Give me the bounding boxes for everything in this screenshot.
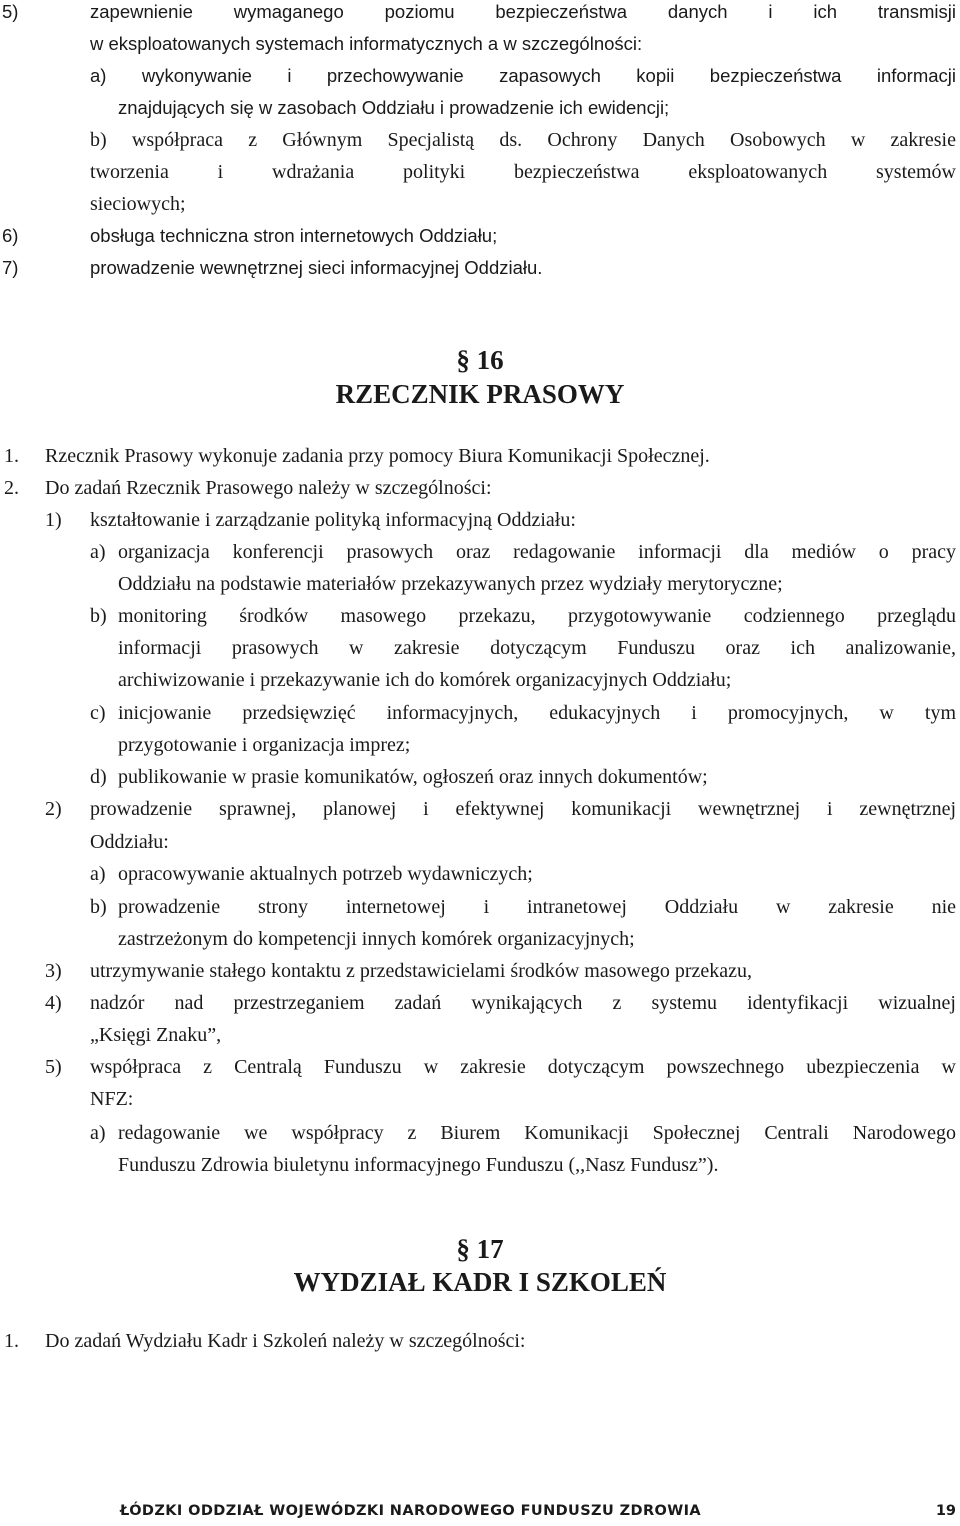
doc-line: [0, 536, 960, 568]
line-text: Rzecznik Prasowy wykonuje zadania przy pomocy Biura Komunikacji Społecznej.: [45, 445, 710, 467]
list-number: b): [90, 605, 107, 627]
line-text: sieciowych;: [90, 193, 186, 215]
section-title: RZECZNIK PRASOWY: [335, 379, 625, 409]
doc-line: [0, 1019, 960, 1051]
doc-line: [0, 955, 960, 987]
doc-line: [0, 1149, 960, 1181]
list-number: d): [90, 766, 107, 788]
doc-line: [0, 156, 960, 188]
section-symbol: §: [456, 345, 470, 375]
line-text: prowadzenie sprawnej, planowej i efektywnej komunikacji wewnętrznej i zewnętrznej: [90, 798, 956, 820]
doc-line: [0, 987, 960, 1019]
doc-line: [0, 729, 960, 761]
line-text: monitoring środków masowego przekazu, przygotowywanie codziennego przeglądu: [118, 605, 956, 627]
line-text: archiwizowanie i przekazywanie ich do komórek organizacyjnych Oddziału;: [118, 669, 732, 691]
list-number: 1.: [4, 445, 19, 467]
line-text: prowadzenie wewnętrznej sieci informacyjnej Oddziału.: [90, 257, 543, 278]
doc-line: [0, 252, 960, 284]
doc-line: [0, 826, 960, 858]
line-text: nadzór nad przestrzeganiem zadań wynikających z systemu identyfikacji wizualnej: [90, 992, 956, 1014]
doc-line: [0, 632, 960, 664]
list-number: a): [90, 863, 106, 885]
line-text: „Księgi Znaku”,: [90, 1024, 222, 1046]
line-text: tworzenia i wdrażania polityki bezpieczeństwa eksploatowanych systemów: [90, 161, 956, 183]
doc-line: [0, 504, 960, 536]
doc-line: [0, 92, 960, 124]
line-text: Oddziału na podstawie materiałów przekazywanych przez wydziały merytoryczne;: [118, 573, 783, 595]
line-text: NFZ:: [90, 1088, 134, 1110]
list-number: 6): [2, 225, 19, 246]
line-text: opracowywanie aktualnych potrzeb wydawniczych;: [118, 863, 533, 885]
line-text: organizacja konferencji prasowych oraz redagowanie informacji dla mediów o pracy: [118, 541, 956, 563]
line-text: publikowanie w prasie komunikatów, ogłoszeń oraz innych dokumentów;: [118, 766, 708, 788]
line-text: prowadzenie strony internetowej i intranetowej Oddziału w zakresie nie: [118, 896, 956, 918]
list-number: a): [90, 541, 106, 563]
doc-line: [0, 60, 960, 92]
doc-line: [0, 1083, 960, 1115]
doc-line: [0, 891, 960, 923]
doc-line: [0, 664, 960, 696]
doc-line: [0, 697, 960, 729]
line-text: Oddziału:: [90, 831, 169, 853]
doc-line: [0, 568, 960, 600]
doc-line: [0, 0, 960, 28]
section-symbol: §: [456, 1234, 470, 1264]
list-number: c): [90, 702, 106, 724]
doc-line: [0, 923, 960, 955]
section-heading: [0, 1232, 960, 1266]
doc-line: [0, 600, 960, 632]
doc-line: [0, 472, 960, 504]
doc-line: [0, 793, 960, 825]
doc-line: [0, 220, 960, 252]
line-text: utrzymywanie stałego kontaktu z przedstawicielami środków masowego przekazu,: [90, 960, 753, 982]
line-text: redagowanie we współpracy z Biurem Komunikacji Społecznej Centrali Narodowego: [118, 1122, 956, 1144]
line-text: zapewnienie wymaganego poziomu bezpieczeństwa danych i ich transmisji: [90, 1, 956, 22]
list-number: a): [90, 1122, 106, 1144]
section-heading: [0, 343, 960, 377]
line-text: b) współpraca z Głównym Specjalistą ds. Ochrony Danych Osobowych w zakresie: [90, 129, 956, 151]
doc-line: [0, 1051, 960, 1083]
line-text: przygotowanie i organizacja imprez;: [118, 734, 411, 756]
list-number: 4): [45, 992, 62, 1014]
line-text: w eksploatowanych systemach informatycznych a w szczególności:: [90, 33, 643, 54]
doc-line: [0, 858, 960, 890]
doc-line: [0, 440, 960, 472]
doc-line: [0, 28, 960, 60]
list-number: 2): [45, 798, 62, 820]
doc-line: [0, 124, 960, 156]
list-number: 2.: [4, 477, 19, 499]
line-text: obsługa techniczna stron internetowych Oddziału;: [90, 225, 498, 246]
list-number: 1.: [4, 1330, 19, 1352]
list-number: 7): [2, 257, 19, 278]
section-number: 16: [476, 345, 504, 375]
line-text: Do zadań Wydziału Kadr i Szkoleń należy w szczególności:: [45, 1330, 526, 1352]
line-text: Funduszu Zdrowia biuletynu informacyjnego Funduszu (,,Nasz Fundusz”).: [118, 1154, 719, 1176]
line-text: Do zadań Rzecznik Prasowego należy w szczególności:: [45, 477, 492, 499]
doc-line: [0, 188, 960, 220]
page-number: 19: [935, 1503, 956, 1519]
footer-text: ŁÓDZKI ODDZIAŁ WOJEWÓDZKI NARODOWEGO FUNDUSZU ZDROWIA: [120, 1503, 702, 1519]
line-text: zastrzeżonym do kompetencji innych komórek organizacyjnych;: [118, 928, 635, 950]
doc-line: [0, 761, 960, 793]
list-number: 1): [45, 509, 62, 531]
list-number: 5): [45, 1056, 62, 1078]
list-number: 3): [45, 960, 62, 982]
section-title: WYDZIAŁ KADR I SZKOLEŃ: [293, 1267, 667, 1297]
line-text: kształtowanie i zarządzanie polityką informacyjną Oddziału:: [90, 509, 576, 531]
section-number: 17: [476, 1234, 504, 1264]
list-number: b): [90, 896, 107, 918]
line-text: znajdujących się w zasobach Oddziału i prowadzenie ich ewidencji;: [118, 97, 670, 118]
line-text: informacji prasowych w zakresie dotyczącym Funduszu oraz ich analizowanie,: [118, 637, 956, 659]
doc-line: [0, 1117, 960, 1149]
list-number: 5): [2, 1, 19, 22]
line-text: inicjowanie przedsięwzięć informacyjnych, edukacyjnych i promocyjnych, w tym: [118, 702, 956, 724]
line-text: a) wykonywanie i przechowywanie zapasowych kopii bezpieczeństwa informacji: [90, 65, 956, 86]
doc-line: [0, 1325, 960, 1357]
line-text: współpraca z Centralą Funduszu w zakresie dotyczącym powszechnego ubezpieczenia w: [90, 1056, 956, 1078]
page-footer: [0, 1500, 960, 1522]
